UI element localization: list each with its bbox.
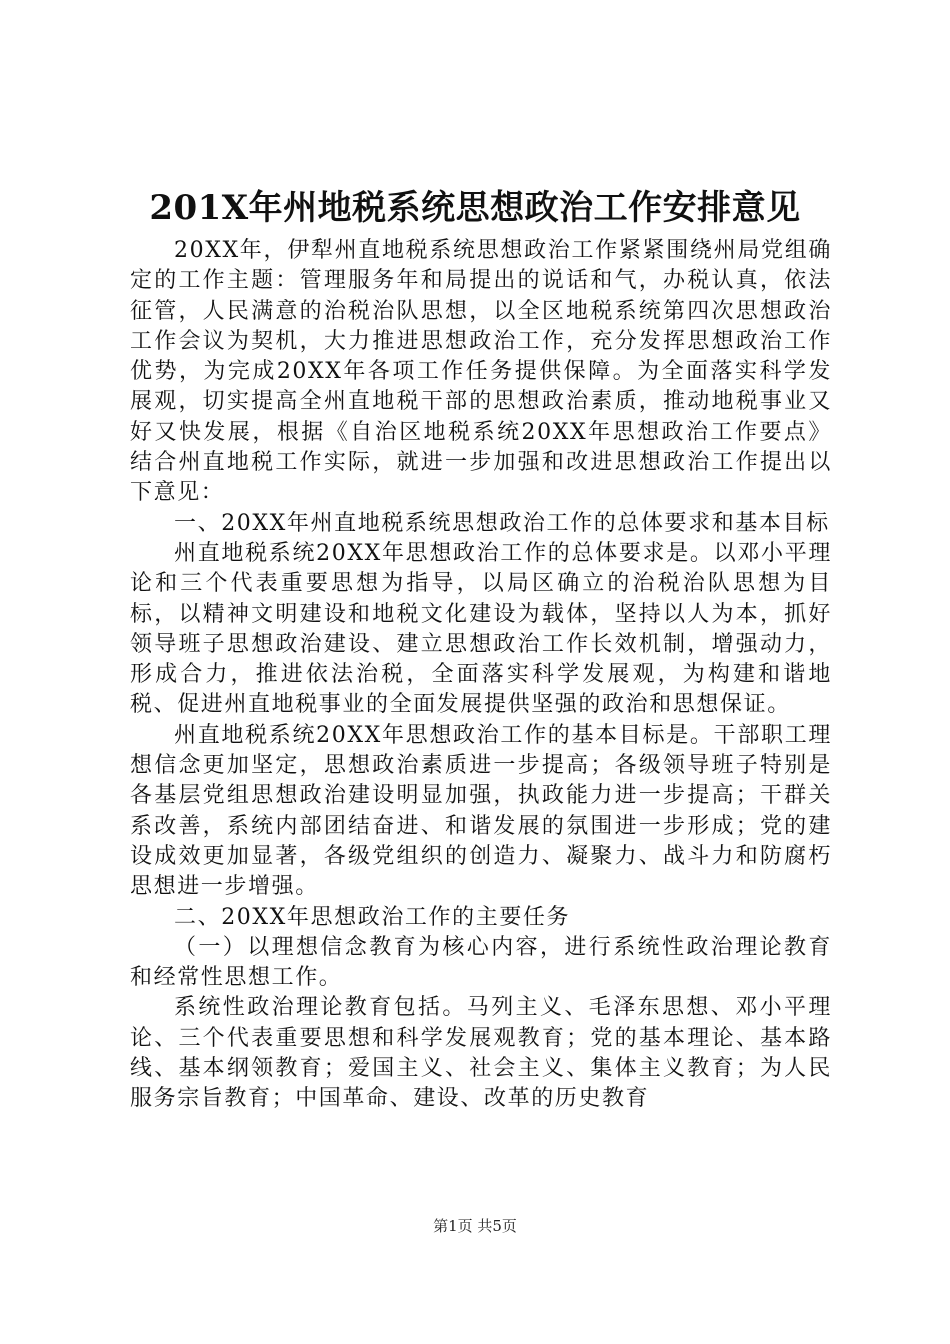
paragraph-overall-requirements: 州直地税系统20XX年思想政治工作的总体要求是。以邓小平理论和三个代表重要思想为指导，以局区确立的治税治队思想为目标，以精神文明建设和地税文化建设为载体，坚持以人为本，抓好领导班子思想政治建设、建立思想政治工作长效机制，增强动力，形成合力，推进依法治税，全面落实科学发展观，为构建和谐地税、促进州直地税事业的全面发展提供坚强的政治和思想保证。 <box>130 540 832 718</box>
paragraph-theory-education: 系统性政治理论教育包括。马列主义、毛泽东思想、邓小平理论、三个代表重要思想和科学发展观教育；党的基本理论、基本路线、基本纲领教育；爱国主义、社会主义、集体主义教育；为人民服务宗旨教育；中国革命、建设、改革的历史教育 <box>130 995 832 1112</box>
section-heading-2: 二、20XX年思想政治工作的主要任务 <box>174 904 571 930</box>
paragraph-intro: 20XX年，伊犁州直地税系统思想政治工作紧紧围绕州局党组确定的工作主题：管理服务年和局提出的说话和气，办税认真，依法征管，人民满意的治税治队思想，以全区地税系统第四次思想政治工作会议为契机，大力推进思想政治工作，充分发挥思想政治工作优势，为完成20XX年各项工作任务提供保障。为全面落实科学发展观，切实提高全州直地税干部的思想政治素质，推动地税事业又好又快发展，根据《自治区地税系统20XX年思想政治工作要点》结合州直地税工作实际，就进一步加强和改进思想政治工作提出以下意见： <box>130 238 832 506</box>
document-body <box>130 236 832 1115</box>
page-number-footer: 第1页 共5页 <box>433 1217 517 1235</box>
subsection-heading-1: （一）以理想信念教育为核心内容，进行系统性政治理论教育和经常性思想工作。 <box>130 934 832 991</box>
section-heading-1: 一、20XX年州直地税系统思想政治工作的总体要求和基本目标 <box>174 510 830 536</box>
paragraph-basic-goals: 州直地税系统20XX年思想政治工作的基本目标是。干部职工理想信念更加坚定，思想政治素质进一步提高；各级领导班子特别是各基层党组思想政治建设明显加强，执政能力进一步提高；干群关系改善，系统内部团结奋进、和谐发展的氛围进一步形成；党的建设成效更加显著，各级党组织的创造力、凝聚力、战斗力和防腐朽思想进一步增强。 <box>130 722 832 900</box>
document-title: 201X年州地税系统思想政治工作安排意见 <box>149 188 801 228</box>
